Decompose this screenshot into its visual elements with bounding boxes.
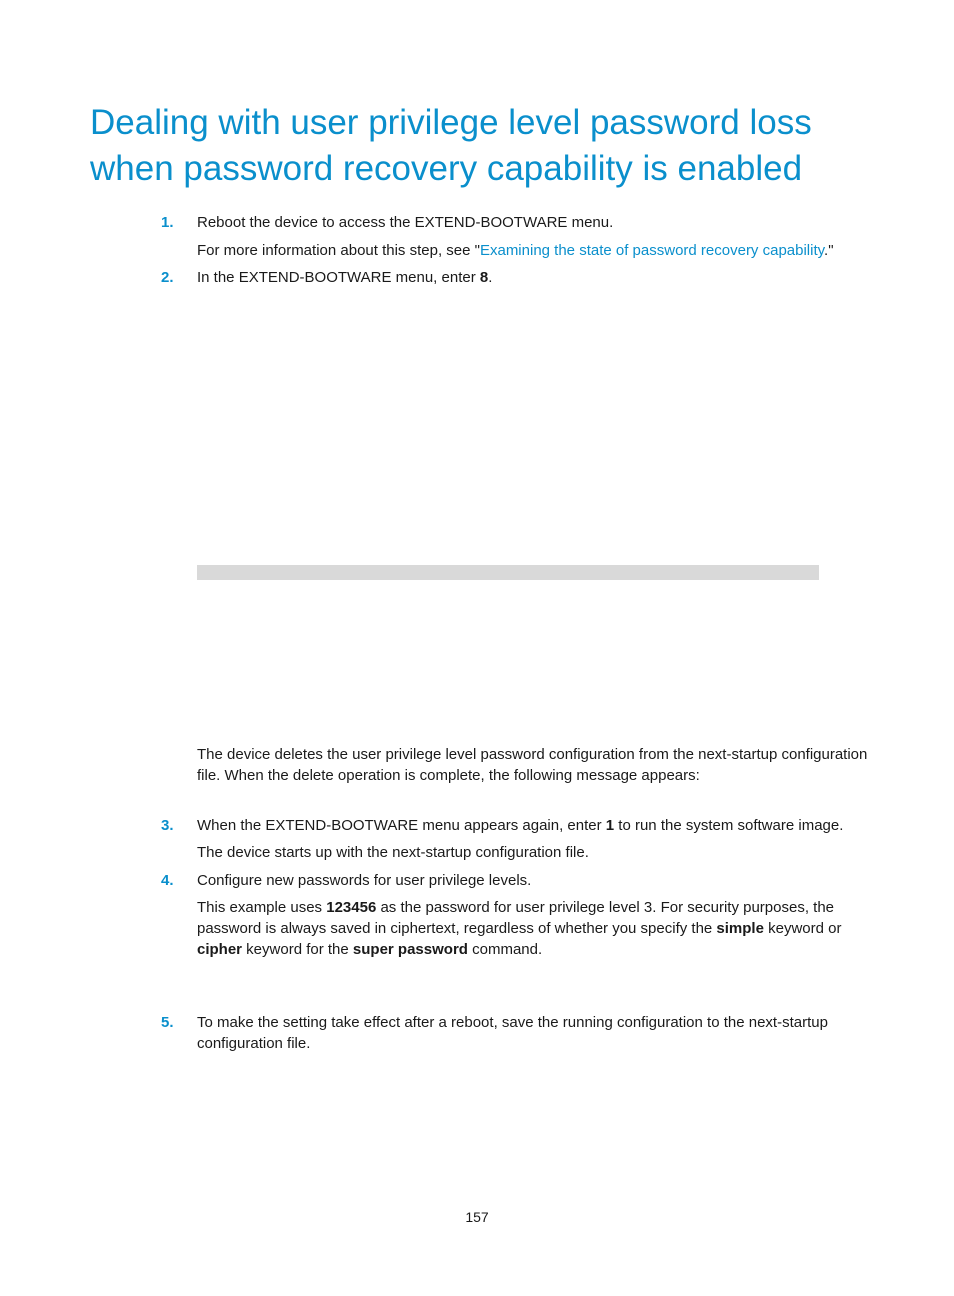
step-text: Reboot the device to access the EXTEND-BOOTWARE menu. (197, 214, 614, 231)
command-super-password: super password (352, 941, 468, 958)
step-text (197, 267, 869, 288)
step-number: 2. (161, 269, 174, 286)
page-number: 157 (465, 1209, 489, 1225)
step-4-note (197, 897, 872, 960)
step-number: 1. (161, 214, 174, 231)
step-text (197, 815, 869, 836)
step-number: 3. (161, 817, 174, 834)
note-text: keyword or (763, 920, 842, 937)
keyword-cipher: cipher (197, 941, 243, 958)
note-text-end: ." (824, 242, 834, 259)
step-3-note: The device starts up with the next-startup configuration file. (197, 844, 589, 861)
step-key: 1 (605, 817, 615, 834)
note-text: keyword for the (242, 941, 353, 958)
step-number: 5. (161, 1014, 174, 1031)
step-text-before: When the EXTEND-BOOTWARE menu appears again, enter (197, 817, 606, 834)
step-1-note (197, 240, 872, 261)
keyword-simple: simple (716, 920, 764, 937)
step-number: 4. (161, 872, 174, 889)
step-text-before: In the EXTEND-BOOTWARE menu, enter (197, 269, 480, 286)
page-title-line-1: Dealing with user privilege level password loss (90, 103, 812, 142)
delete-message-paragraph: The device deletes the user privilege level password configuration from the next-startup configuration file. When the delete operation is complete, the following message appears: (197, 746, 868, 784)
note-text: command. (467, 941, 543, 958)
step-text-after: . (488, 269, 493, 286)
note-text: For more information about this step, see " (197, 242, 480, 259)
step-text: Configure new passwords for user privilege levels. (197, 872, 532, 889)
page-title-line-2: when password recovery capability is enabled (90, 149, 803, 188)
step-key: 8 (479, 269, 489, 286)
note-text: as the password for user privilege level 3. For security purposes, the password is always saved in ciphertext, regardless of whether you specify the (197, 899, 835, 937)
page-title (90, 100, 910, 192)
code-block-highlight (197, 565, 819, 580)
password-example: 123456 (326, 899, 377, 916)
step-text: To make the setting take effect after a reboot, save the running configuration to the next-startup configuration file. (197, 1014, 828, 1052)
note-text: This example uses (197, 899, 327, 916)
step-text-after: to run the system software image. (614, 817, 844, 834)
cross-reference-link[interactable]: Examining the state of password recovery capability (479, 242, 825, 259)
